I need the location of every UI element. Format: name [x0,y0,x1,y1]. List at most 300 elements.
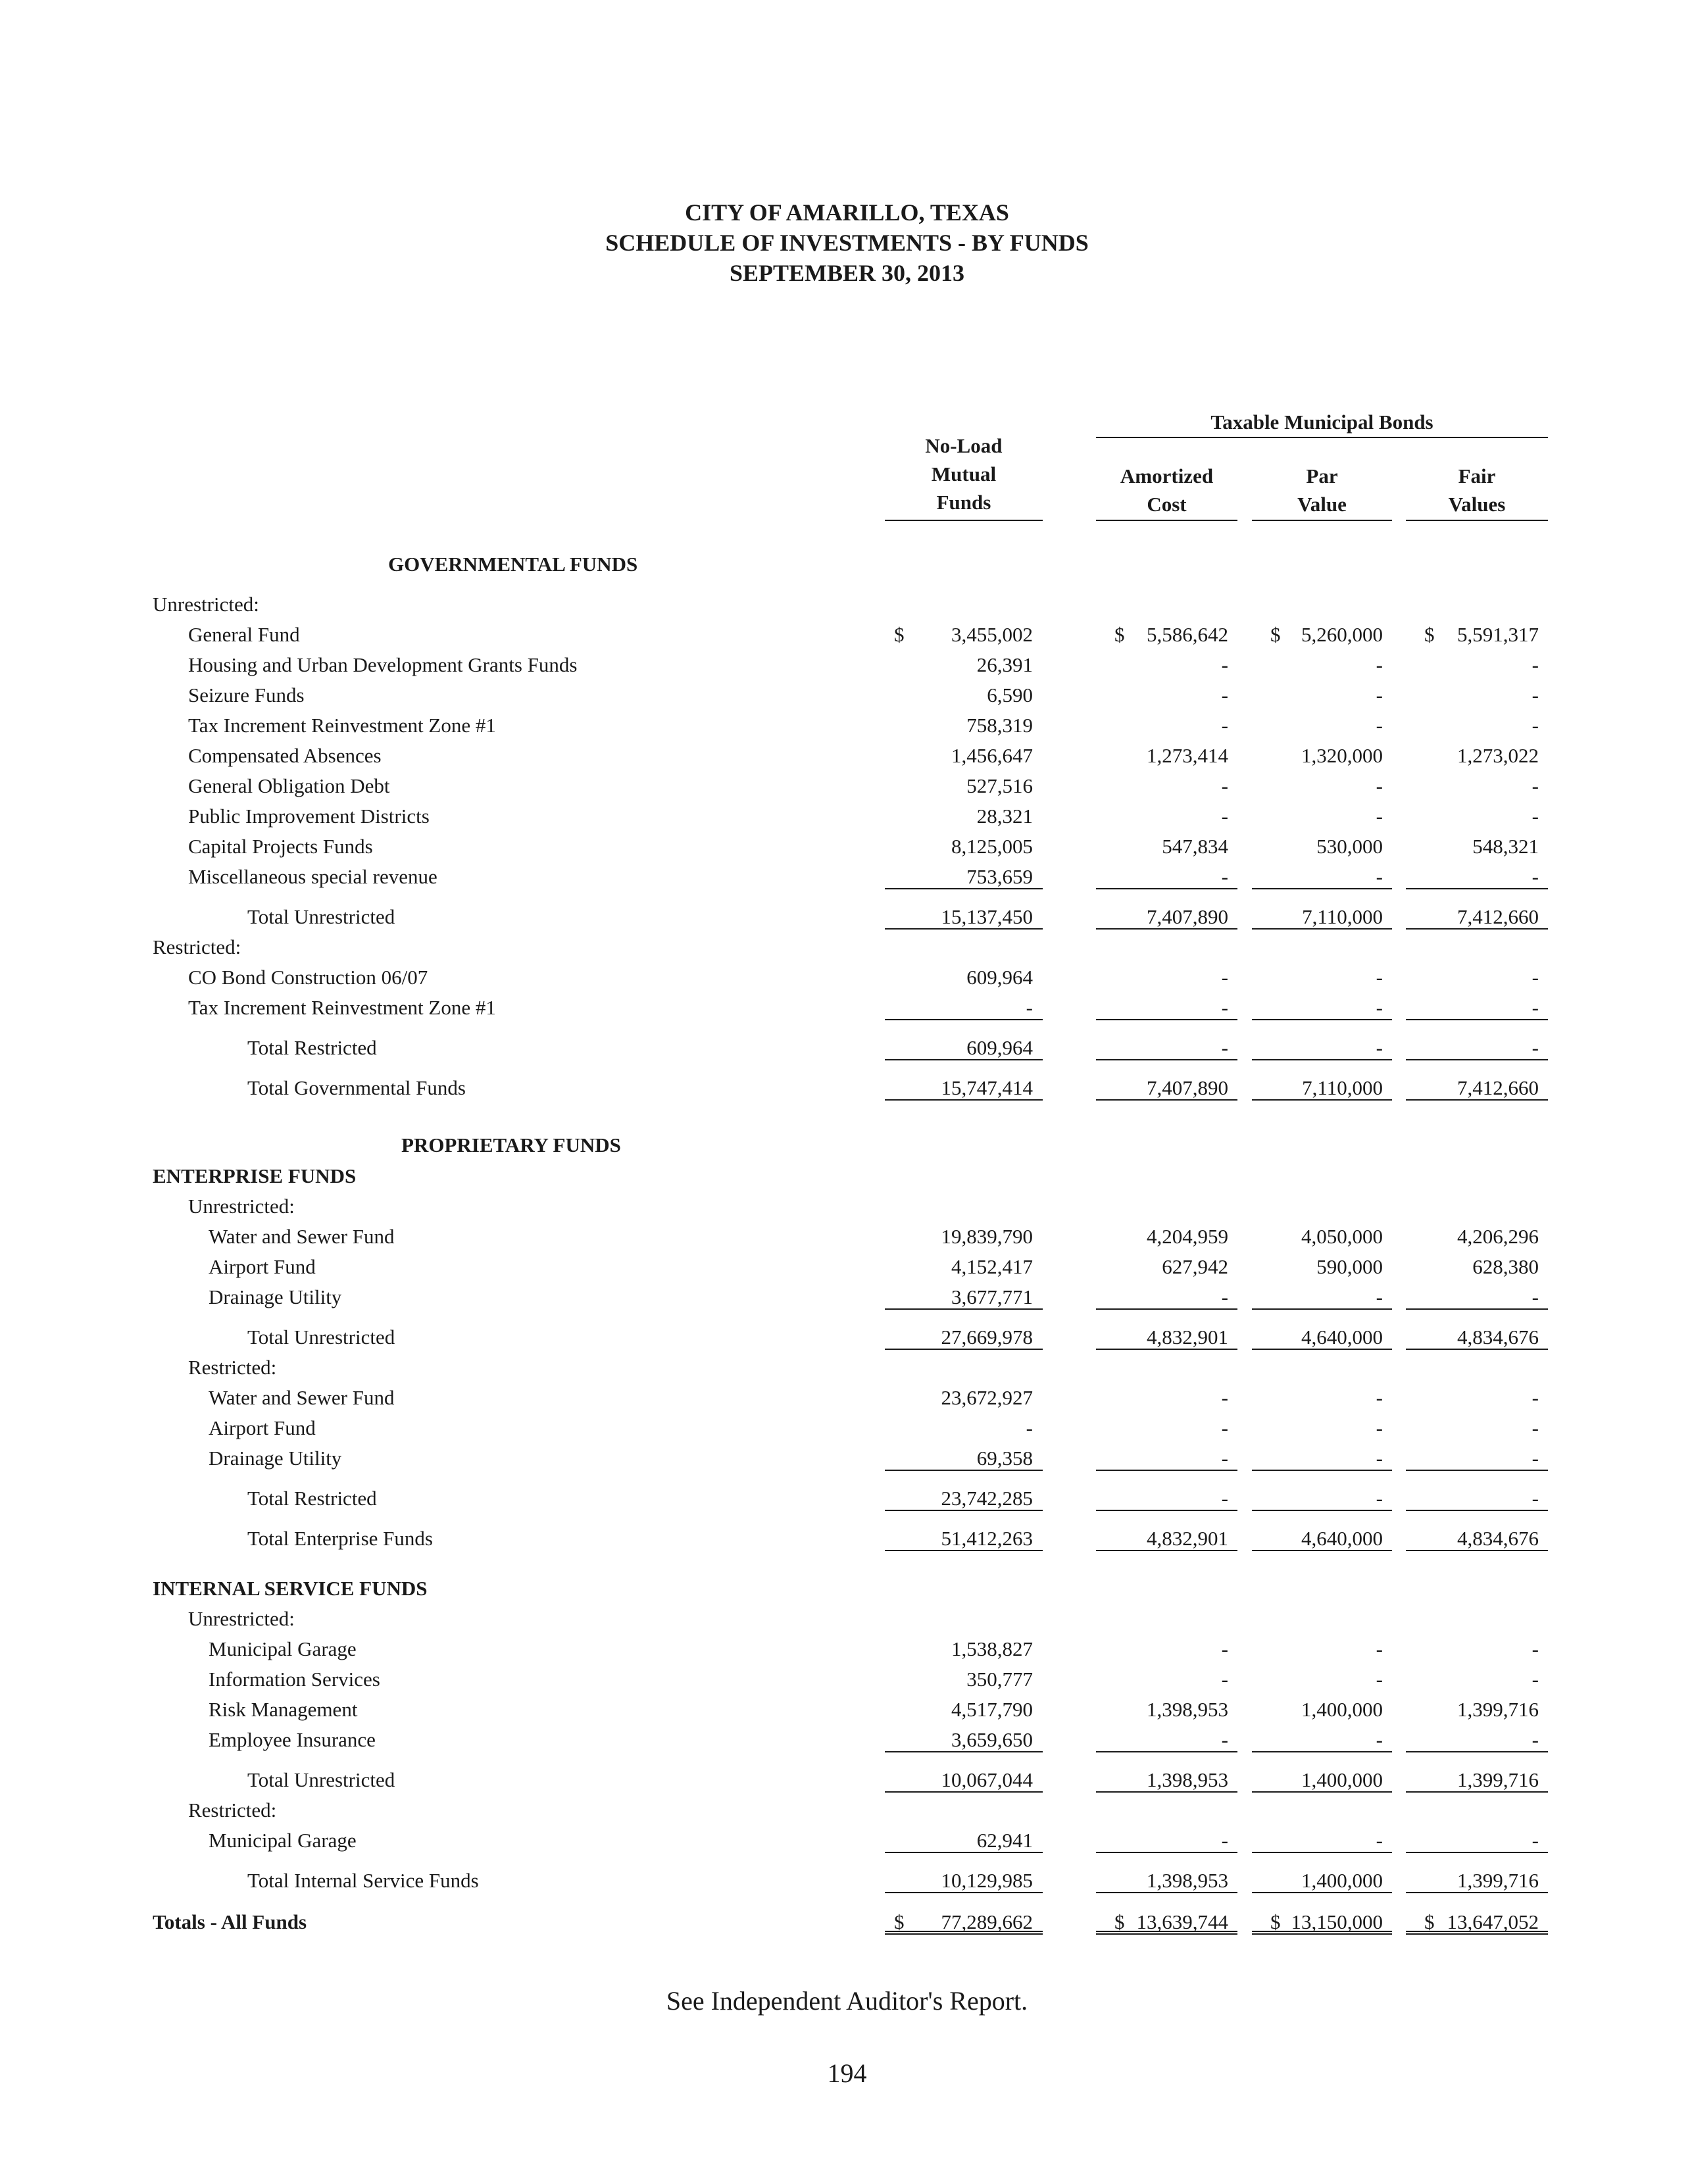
cell-par-value [1252,710,1392,738]
cell-value: - [1532,1728,1539,1751]
cell-amortized-cost [1096,962,1237,990]
cell-fair-values [1406,1866,1548,1893]
cell-mutual-funds [885,1483,1043,1511]
cell-fair-values [1406,1524,1548,1551]
cell-fair-values [1406,650,1548,678]
cell-value: 4,832,901 [1147,1326,1228,1349]
cell-amortized-cost [1096,1907,1237,1935]
cell-mutual-funds [885,710,1043,738]
cell-value: - [1221,683,1228,707]
cell-value: 7,412,660 [1457,905,1539,928]
cell-fair-values [1406,1765,1548,1793]
row-label-total-unrestricted: Total Unrestricted [247,905,395,928]
cell-fair-values [1406,1073,1548,1101]
cell-fair-values [1406,1634,1548,1662]
cell-value: 4,152,417 [951,1255,1033,1278]
cell-value: - [1376,805,1383,828]
cell-amortized-cost [1096,1765,1237,1793]
row-label-drainage-utility: Drainage Utility [209,1447,342,1470]
cell-value: - [1221,1668,1228,1691]
cell-fair-values [1406,1483,1548,1511]
cell-value: 1,538,827 [951,1637,1033,1660]
table-row [0,650,1694,680]
cell-value: - [1376,1829,1383,1852]
cell-fair-values [1406,620,1548,647]
cell-value: 10,067,044 [941,1768,1033,1791]
cell-fair-values [1406,771,1548,799]
row-label-drainage-utility: Drainage Utility [209,1285,342,1308]
cell-value: - [1376,1386,1383,1409]
cell-value: - [1532,1447,1539,1470]
cell-fair-values [1406,862,1548,889]
table-row [0,1765,1694,1795]
cell-fair-values [1406,1322,1548,1350]
cell-value: 758,319 [966,714,1033,737]
cell-amortized-cost [1096,1483,1237,1511]
cell-par-value [1252,1664,1392,1692]
table-row [0,1252,1694,1282]
cell-amortized-cost [1096,1383,1237,1410]
cell-par-value [1252,1866,1392,1893]
cell-fair-values [1406,1383,1548,1410]
cell-amortized-cost [1096,1413,1237,1441]
table-row [0,741,1694,771]
cell-value: - [1532,1668,1539,1691]
cell-value: - [1376,683,1383,707]
row-label-unrestricted: Unrestricted: [188,1195,295,1218]
row-label-water-and-sewer-fund: Water and Sewer Fund [209,1386,395,1409]
cell-mutual-funds [885,993,1043,1020]
table-row [0,1443,1694,1474]
table-row [0,680,1694,710]
cell-par-value [1252,1413,1392,1441]
cell-value: - [1532,683,1539,707]
cell-value: 5,591,317 [1457,623,1539,646]
cell-value: - [1221,714,1228,737]
cell-mutual-funds [885,1825,1043,1853]
section-heading [0,932,1694,962]
cell-value: 4,640,000 [1301,1326,1383,1349]
cell-mutual-funds [885,1222,1043,1249]
auditor-report-note: See Independent Auditor's Report. [666,1986,1028,2016]
cell-value: 350,777 [966,1668,1033,1691]
row-label-tax-increment-reinvestment-zone-1: Tax Increment Reinvestment Zone #1 [188,996,496,1019]
row-label-airport-fund: Airport Fund [209,1416,316,1439]
cell-mutual-funds [885,862,1043,889]
report-header [0,197,1694,288]
cell-fair-values [1406,902,1548,930]
cell-value: - [1221,1637,1228,1660]
cell-value: 28,321 [976,805,1033,828]
cell-amortized-cost [1096,1725,1237,1752]
cell-value: 7,407,890 [1147,905,1228,928]
cell-fair-values [1406,1443,1548,1471]
cell-par-value [1252,862,1392,889]
cell-mutual-funds [885,801,1043,829]
cell-value: 1,400,000 [1301,1768,1383,1791]
section-heading [0,549,1694,580]
cell-value: 27,669,978 [941,1326,1033,1349]
cell-value: - [1532,714,1539,737]
table-row [0,1634,1694,1664]
cell-value: - [1532,966,1539,989]
cell-value: - [1532,1829,1539,1852]
cell-value: 527,516 [966,774,1033,797]
table-row [0,1907,1694,1937]
table-row [0,620,1694,650]
cell-fair-values [1406,1252,1548,1279]
cell-fair-values [1406,1413,1548,1441]
table-row [0,1825,1694,1856]
cell-value: 23,742,285 [941,1487,1033,1510]
cell-value: - [1376,1637,1383,1660]
cell-value: 1,273,022 [1457,744,1539,767]
cell-amortized-cost [1096,1825,1237,1853]
row-label-total-governmental-funds: Total Governmental Funds [247,1076,466,1099]
cell-value: - [1221,1728,1228,1751]
cell-value: - [1221,653,1228,676]
cell-fair-values [1406,1282,1548,1310]
cell-amortized-cost [1096,1664,1237,1692]
cell-value: - [1532,1036,1539,1059]
row-label-total-restricted: Total Restricted [247,1036,377,1059]
cell-mutual-funds [885,1524,1043,1551]
table-row [0,1073,1694,1103]
cell-value: 1,456,647 [951,744,1033,767]
cell-mutual-funds [885,1383,1043,1410]
cell-amortized-cost [1096,741,1237,768]
cell-amortized-cost [1096,902,1237,930]
row-label-restricted: Restricted: [188,1799,277,1822]
cell-value: - [1221,1036,1228,1059]
table-row [0,771,1694,801]
currency-symbol: $ [1114,623,1125,646]
table-row [0,962,1694,993]
row-label-totals-all-funds: Totals - All Funds [153,1910,307,1933]
table-row [0,1483,1694,1514]
cell-value: 4,640,000 [1301,1527,1383,1550]
cell-value: 5,586,642 [1147,623,1228,646]
cell-value: 1,398,953 [1147,1768,1228,1791]
currency-symbol: $ [1424,1910,1435,1933]
cell-value: - [1376,1728,1383,1751]
cell-value: 1,273,414 [1147,744,1228,767]
row-label-total-unrestricted: Total Unrestricted [247,1326,395,1349]
cell-par-value [1252,1322,1392,1350]
row-label-employee-insurance: Employee Insurance [209,1728,376,1751]
row-label-seizure-funds: Seizure Funds [188,683,305,707]
cell-par-value [1252,1725,1392,1752]
cell-par-value [1252,650,1392,678]
row-label-compensated-absences: Compensated Absences [188,744,382,767]
cell-value: 4,206,296 [1457,1225,1539,1248]
cell-amortized-cost [1096,1443,1237,1471]
report-title-city: CITY OF AMARILLO, TEXAS [685,199,1009,226]
cell-value: 1,398,953 [1147,1698,1228,1721]
cell-value: 627,942 [1162,1255,1228,1278]
cell-value: - [1221,774,1228,797]
cell-mutual-funds [885,1443,1043,1471]
cell-fair-values [1406,1907,1548,1935]
cell-value: 23,672,927 [941,1386,1033,1409]
cell-value: 1,399,716 [1457,1698,1539,1721]
cell-value: 1,320,000 [1301,744,1383,767]
row-label-total-unrestricted: Total Unrestricted [247,1768,395,1791]
row-label-total-restricted: Total Restricted [247,1487,377,1510]
cell-value: - [1532,1285,1539,1308]
table-row [0,1033,1694,1063]
table-row [0,1383,1694,1413]
row-label-restricted: Restricted: [153,935,241,958]
cell-mutual-funds [885,902,1043,930]
cell-amortized-cost [1096,862,1237,889]
row-label-tax-increment-reinvestment-zone-1: Tax Increment Reinvestment Zone #1 [188,714,496,737]
section-heading [0,1130,1694,1160]
cell-mutual-funds [885,1322,1043,1350]
cell-mutual-funds [885,962,1043,990]
table-row [0,1695,1694,1725]
currency-symbol: $ [1424,623,1435,646]
cell-value: 15,137,450 [941,905,1033,928]
cell-value: - [1221,865,1228,888]
table-row [0,710,1694,741]
cell-value: 1,400,000 [1301,1869,1383,1892]
cell-mutual-funds [885,741,1043,768]
cell-value: 7,110,000 [1302,905,1383,928]
cell-fair-values [1406,831,1548,859]
row-label-public-improvement-districts: Public Improvement Districts [188,805,430,828]
cell-value: 609,964 [966,966,1033,989]
cell-value: 77,289,662 [941,1910,1033,1933]
cell-value: - [1376,1036,1383,1059]
taxable-municipal-bonds-heading: Taxable Municipal Bonds [1096,408,1548,438]
cell-mutual-funds [885,771,1043,799]
cell-value: 69,358 [976,1447,1033,1470]
row-label-airport-fund: Airport Fund [209,1255,316,1278]
cell-mutual-funds [885,1073,1043,1101]
cell-value: 547,834 [1162,835,1228,858]
cell-value: 26,391 [976,653,1033,676]
cell-mutual-funds [885,1695,1043,1722]
cell-par-value [1252,1524,1392,1551]
table-row [0,993,1694,1023]
cell-par-value [1252,680,1392,708]
cell-par-value [1252,1252,1392,1279]
cell-value: 7,110,000 [1302,1076,1383,1099]
cell-value: - [1532,996,1539,1019]
row-label-risk-management: Risk Management [209,1698,358,1721]
cell-value: - [1026,996,1033,1019]
cell-value: - [1376,996,1383,1019]
cell-value: 6,590 [987,683,1033,707]
currency-symbol: $ [894,1910,905,1933]
row-label-municipal-garage: Municipal Garage [209,1637,357,1660]
report-title-date: SEPTEMBER 30, 2013 [729,260,965,286]
cell-par-value [1252,1765,1392,1793]
table-row [0,1282,1694,1312]
cell-value: 4,050,000 [1301,1225,1383,1248]
cell-amortized-cost [1096,1866,1237,1893]
cell-par-value [1252,1825,1392,1853]
cell-amortized-cost [1096,710,1237,738]
cell-par-value [1252,1634,1392,1662]
cell-value: 4,832,901 [1147,1527,1228,1550]
cell-amortized-cost [1096,1695,1237,1722]
cell-value: - [1532,865,1539,888]
cell-value: - [1221,805,1228,828]
cell-amortized-cost [1096,620,1237,647]
cell-value: - [1376,1668,1383,1691]
currency-symbol: $ [1270,623,1281,646]
cell-mutual-funds [885,1866,1043,1893]
cell-value: - [1376,966,1383,989]
cell-value: - [1376,1285,1383,1308]
cell-amortized-cost [1096,801,1237,829]
cell-par-value [1252,1695,1392,1722]
row-label-proprietary-funds: PROPRIETARY FUNDS [401,1133,621,1156]
cell-value: 15,747,414 [941,1076,1033,1099]
cell-value: 1,399,716 [1457,1768,1539,1791]
cell-mutual-funds [885,620,1043,647]
cell-par-value [1252,1483,1392,1511]
section-heading [0,1353,1694,1383]
row-label-internal-service-funds: INTERNAL SERVICE FUNDS [153,1577,428,1600]
cell-amortized-cost [1096,1033,1237,1060]
section-heading [0,1795,1694,1825]
cell-value: - [1532,1487,1539,1510]
currency-symbol: $ [1114,1910,1125,1933]
cell-mutual-funds [885,831,1043,859]
row-label-unrestricted: Unrestricted: [188,1607,295,1630]
cell-value: 51,412,263 [941,1527,1033,1550]
cell-amortized-cost [1096,1322,1237,1350]
cell-value: 4,834,676 [1457,1326,1539,1349]
table-row [0,1725,1694,1755]
cell-fair-values [1406,962,1548,990]
cell-value: - [1532,805,1539,828]
cell-par-value [1252,1907,1392,1935]
cell-value: 753,659 [966,865,1033,888]
page-number: 194 [827,2058,867,2088]
cell-value: - [1221,1447,1228,1470]
cell-value: - [1376,865,1383,888]
table-row [0,862,1694,892]
column-header-amortized-cost: Amortized Cost [1096,462,1237,521]
cell-fair-values [1406,801,1548,829]
cell-value: 1,400,000 [1301,1698,1383,1721]
cell-value: 7,412,660 [1457,1076,1539,1099]
row-label-unrestricted: Unrestricted: [153,593,259,616]
cell-value: - [1221,1285,1228,1308]
cell-amortized-cost [1096,650,1237,678]
cell-mutual-funds [885,1033,1043,1060]
row-label-general-obligation-debt: General Obligation Debt [188,774,390,797]
row-label-capital-projects-funds: Capital Projects Funds [188,835,373,858]
cell-value: 13,639,744 [1136,1910,1228,1933]
cell-amortized-cost [1096,1252,1237,1279]
cell-par-value [1252,801,1392,829]
cell-value: 62,941 [976,1829,1033,1852]
row-label-enterprise-funds: ENTERPRISE FUNDS [153,1164,357,1187]
cell-value: 548,321 [1472,835,1539,858]
table-row [0,902,1694,932]
cell-par-value [1252,1383,1392,1410]
section-heading [0,589,1694,620]
cell-value: - [1376,1447,1383,1470]
cell-value: 530,000 [1316,835,1383,858]
cell-par-value [1252,1443,1392,1471]
section-heading [0,1604,1694,1634]
cell-value: - [1221,1829,1228,1852]
table-row [0,1866,1694,1896]
cell-value: - [1532,1637,1539,1660]
cell-mutual-funds [885,1907,1043,1935]
cell-fair-values [1406,680,1548,708]
cell-par-value [1252,962,1392,990]
cell-amortized-cost [1096,1222,1237,1249]
cell-amortized-cost [1096,1634,1237,1662]
cell-amortized-cost [1096,771,1237,799]
cell-mutual-funds [885,1664,1043,1692]
cell-value: 4,204,959 [1147,1225,1228,1248]
cell-value: - [1532,1386,1539,1409]
cell-value: 590,000 [1316,1255,1383,1278]
cell-mutual-funds [885,1282,1043,1310]
cell-par-value [1252,993,1392,1020]
cell-value: 3,677,771 [951,1285,1033,1308]
cell-par-value [1252,831,1392,859]
cell-value: - [1221,1487,1228,1510]
cell-value: - [1221,966,1228,989]
cell-value: - [1221,1386,1228,1409]
cell-fair-values [1406,1725,1548,1752]
cell-value: 4,834,676 [1457,1527,1539,1550]
section-heading [0,1161,1694,1191]
currency-symbol: $ [894,623,905,646]
cell-value: - [1532,1416,1539,1439]
cell-value: 19,839,790 [941,1225,1033,1248]
row-label-total-internal-service-funds: Total Internal Service Funds [247,1869,479,1892]
table-row [0,1524,1694,1554]
row-label-municipal-garage: Municipal Garage [209,1829,357,1852]
cell-value: - [1026,1416,1033,1439]
cell-par-value [1252,1222,1392,1249]
section-heading [0,1574,1694,1604]
cell-value: 13,150,000 [1291,1910,1383,1933]
cell-mutual-funds [885,1765,1043,1793]
cell-fair-values [1406,710,1548,738]
table-row [0,801,1694,831]
cell-value: 13,647,052 [1447,1910,1539,1933]
cell-fair-values [1406,741,1548,768]
cell-value: 5,260,000 [1301,623,1383,646]
cell-value: - [1221,1416,1228,1439]
cell-value: 3,659,650 [951,1728,1033,1751]
row-label-miscellaneous-special-revenue: Miscellaneous special revenue [188,865,437,888]
row-label-information-services: Information Services [209,1668,380,1691]
table-row [0,1413,1694,1443]
column-header-mutual-funds: No-Load Mutual Funds [885,432,1043,521]
cell-value: - [1532,653,1539,676]
row-label-restricted: Restricted: [188,1356,277,1379]
cell-mutual-funds [885,1634,1043,1662]
cell-value: 4,517,790 [951,1698,1033,1721]
row-label-housing-and-urban-development-grants-funds: Housing and Urban Development Grants Funds [188,653,578,676]
cell-value: - [1376,714,1383,737]
column-header-fair-values: Fair Values [1406,462,1548,521]
table-row [0,1222,1694,1252]
row-label-total-enterprise-funds: Total Enterprise Funds [247,1527,433,1550]
